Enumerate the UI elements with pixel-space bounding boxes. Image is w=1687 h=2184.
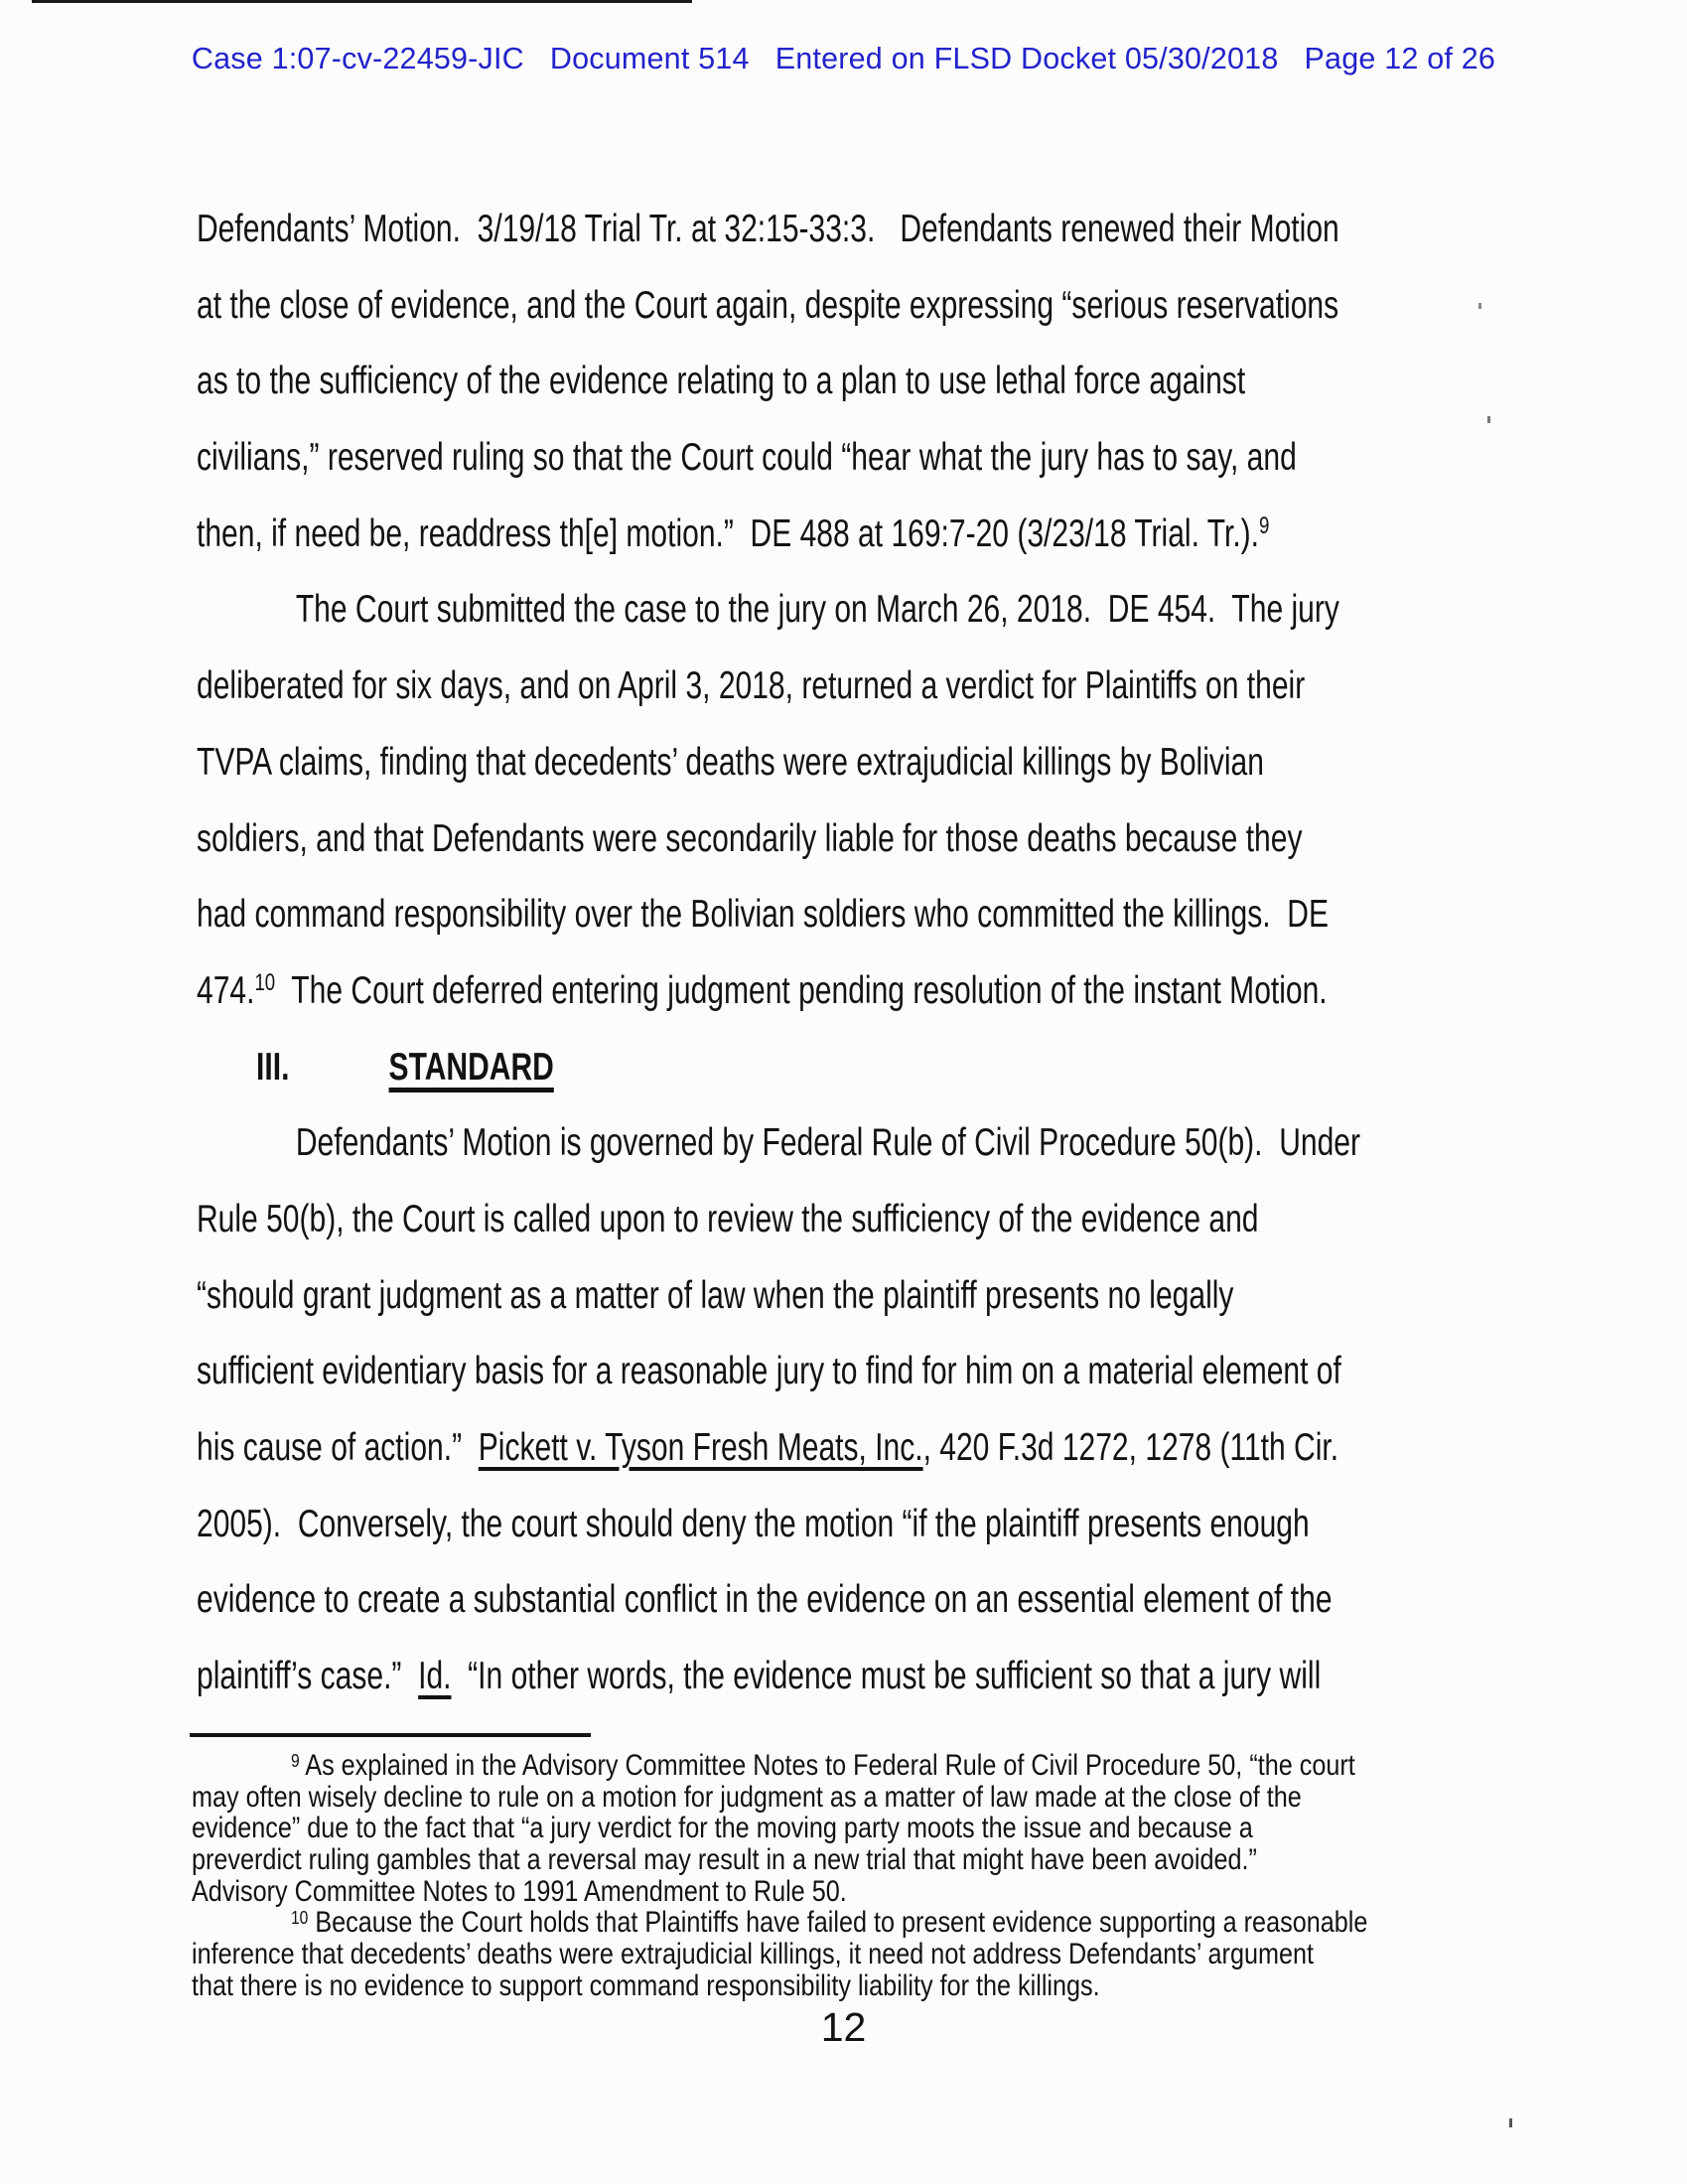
indent-spacer: [197, 620, 296, 622]
footnote-text-line: [192, 1782, 1367, 1814]
text-segment: Because the Court holds that Plaintiffs have failed to present evidence supporting a reasonable: [308, 1906, 1368, 1940]
text-segment: civilians,” reserved ruling so that the Court could “hear what the jury has to say, and: [197, 436, 1297, 480]
page-number: 12: [820, 2004, 867, 2050]
body-text-line: [197, 663, 1360, 740]
text-segment: The Court deferred entering judgment pending resolution of the instant Motion.: [275, 968, 1328, 1012]
body-text-line: [197, 1502, 1360, 1578]
scan-speck: [1487, 416, 1490, 423]
footnote-reference: 10: [290, 1907, 309, 1929]
indent-spacer: [192, 1930, 291, 1932]
body-text-line: [197, 1273, 1360, 1350]
body-text-line: [197, 207, 1360, 283]
body-text-line: [197, 1197, 1360, 1273]
footnote-text-line: [192, 1813, 1367, 1844]
footnote-text-line: [192, 1970, 1367, 2002]
text-segment: deliberated for six days, and on April 3, 2018, returned a verdict for Plaintiffs on their: [197, 664, 1306, 708]
ecf-stamp-header: Case 1:07-cv-22459-JIC Document 514 Entered on FLSD Docket 05/30/2018 Page 12 of 26: [191, 42, 1496, 75]
footnote-text-line: [192, 1844, 1367, 1876]
text-segment: his cause of action.”: [197, 1426, 479, 1469]
text-segment: Rule 50(b), the Court is called upon to review the sufficiency of the evidence and: [197, 1197, 1259, 1240]
body-text-line: [197, 816, 1360, 893]
text-segment: soldiers, and that Defendants were secondarily liable for those deaths because they: [197, 816, 1303, 860]
text-segment: preverdict ruling gambles that a reversal may result in a new trial that might have been avoided.”: [192, 1843, 1257, 1877]
text-segment: had command responsibility over the Bolivian soldiers who committed the killings. DE: [197, 893, 1329, 937]
text-segment: evidence” due to the fact that “a jury verdict for the moving party moots the issue and because a: [192, 1812, 1253, 1845]
body-text-line: [197, 892, 1360, 968]
indent-spacer: [192, 1773, 291, 1775]
indent-spacer: [197, 1078, 256, 1080]
body-text-line: [197, 1045, 1360, 1121]
text-segment: plaintiff’s case.”: [197, 1655, 419, 1698]
text-segment: As explained in the Advisory Committee Notes to Federal Rule of Civil Procedure 50, “the court: [299, 1749, 1355, 1782]
footnote-separator: [190, 1733, 591, 1737]
footnote-text-line: [192, 1939, 1367, 1970]
text-segment: III.: [256, 1045, 290, 1089]
text-segment: 2005). Conversely, the court should deny the motion “if the plaintiff presents enough: [197, 1502, 1310, 1545]
body-text-line: [197, 587, 1360, 663]
text-segment: then, if need be, readdress th[e] motion.” DE 488 at 169:7-20 (3/23/18 Trial. Tr.).: [197, 511, 1260, 555]
text-segment: that there is no evidence to support command responsibility liability for the killings.: [192, 1968, 1100, 2002]
body-text-line: [197, 1349, 1360, 1425]
body-text-line: [197, 968, 1360, 1045]
text-segment: The Court submitted the case to the jury on March 26, 2018. DE 454. The jury: [295, 588, 1339, 632]
text-segment: Advisory Committee Notes to 1991 Amendment to Rule 50.: [192, 1874, 847, 1908]
footnote-reference: 9: [290, 1749, 300, 1771]
footnote-reference: 9: [1259, 511, 1270, 539]
scan-speck: [1478, 303, 1481, 309]
text-segment: “In other words, the evidence must be sufficient so that a jury will: [451, 1655, 1322, 1698]
indent-spacer: [197, 1153, 296, 1155]
text-segment: may often wisely decline to rule on a motion for judgment as a matter of law made at the close of the: [192, 1780, 1302, 1814]
body-text-line: [197, 283, 1360, 360]
text-segment: Defendants’ Motion is governed by Federal Rule of Civil Procedure 50(b). Under: [295, 1121, 1361, 1165]
body-text-line: [197, 435, 1360, 511]
body-text-line: [197, 1425, 1360, 1502]
text-segment: Id.: [418, 1655, 452, 1698]
text-segment: sufficient evidentiary basis for a reasonable jury to find for him on a material element of: [197, 1350, 1341, 1393]
body-text-line: [197, 359, 1360, 435]
scan-artifact-line: [32, 0, 692, 3]
text-segment: , 420 F.3d 1272, 1278 (11th Cir.: [922, 1426, 1339, 1469]
text-segment: inference that decedents’ deaths were extrajudicial killings, it need not address Defendants’ argument: [192, 1938, 1315, 1971]
footnote-text-line: [192, 1750, 1367, 1782]
text-segment: evidence to create a substantial conflict in the evidence on an essential element of the: [197, 1578, 1333, 1622]
footnotes-block: [192, 1750, 1367, 2002]
text-segment: Defendants’ Motion. 3/19/18 Trial Tr. at 32:15-33:3. Defendants renewed their Motion: [197, 208, 1339, 250]
body-text-line: [197, 740, 1360, 816]
body-text-line: [197, 1654, 1360, 1730]
text-segment: [289, 1046, 388, 1089]
body-text-line: [197, 1577, 1360, 1654]
body-text-line: [197, 511, 1360, 588]
text-segment: Pickett v. Tyson Fresh Meats, Inc.: [478, 1426, 923, 1469]
scan-speck: [1509, 2118, 1512, 2127]
text-segment: at the close of evidence, and the Court again, despite expressing “serious reservations: [197, 283, 1339, 327]
text-segment: “should grant judgment as a matter of law when the plaintiff presents no legally: [197, 1273, 1234, 1317]
footnote-reference: 10: [254, 968, 276, 996]
body-text-line: [197, 1120, 1360, 1197]
footnote-text-line: [192, 1907, 1367, 1939]
text-segment: 474.: [197, 968, 255, 1012]
document-body-text: [197, 207, 1360, 1730]
text-segment: STANDARD: [388, 1045, 554, 1089]
text-segment: TVPA claims, finding that decedents’ deaths were extrajudicial killings by Bolivian: [197, 740, 1264, 784]
text-segment: as to the sufficiency of the evidence relating to a plan to use lethal force against: [197, 360, 1246, 403]
footnote-text-line: [192, 1876, 1367, 1908]
